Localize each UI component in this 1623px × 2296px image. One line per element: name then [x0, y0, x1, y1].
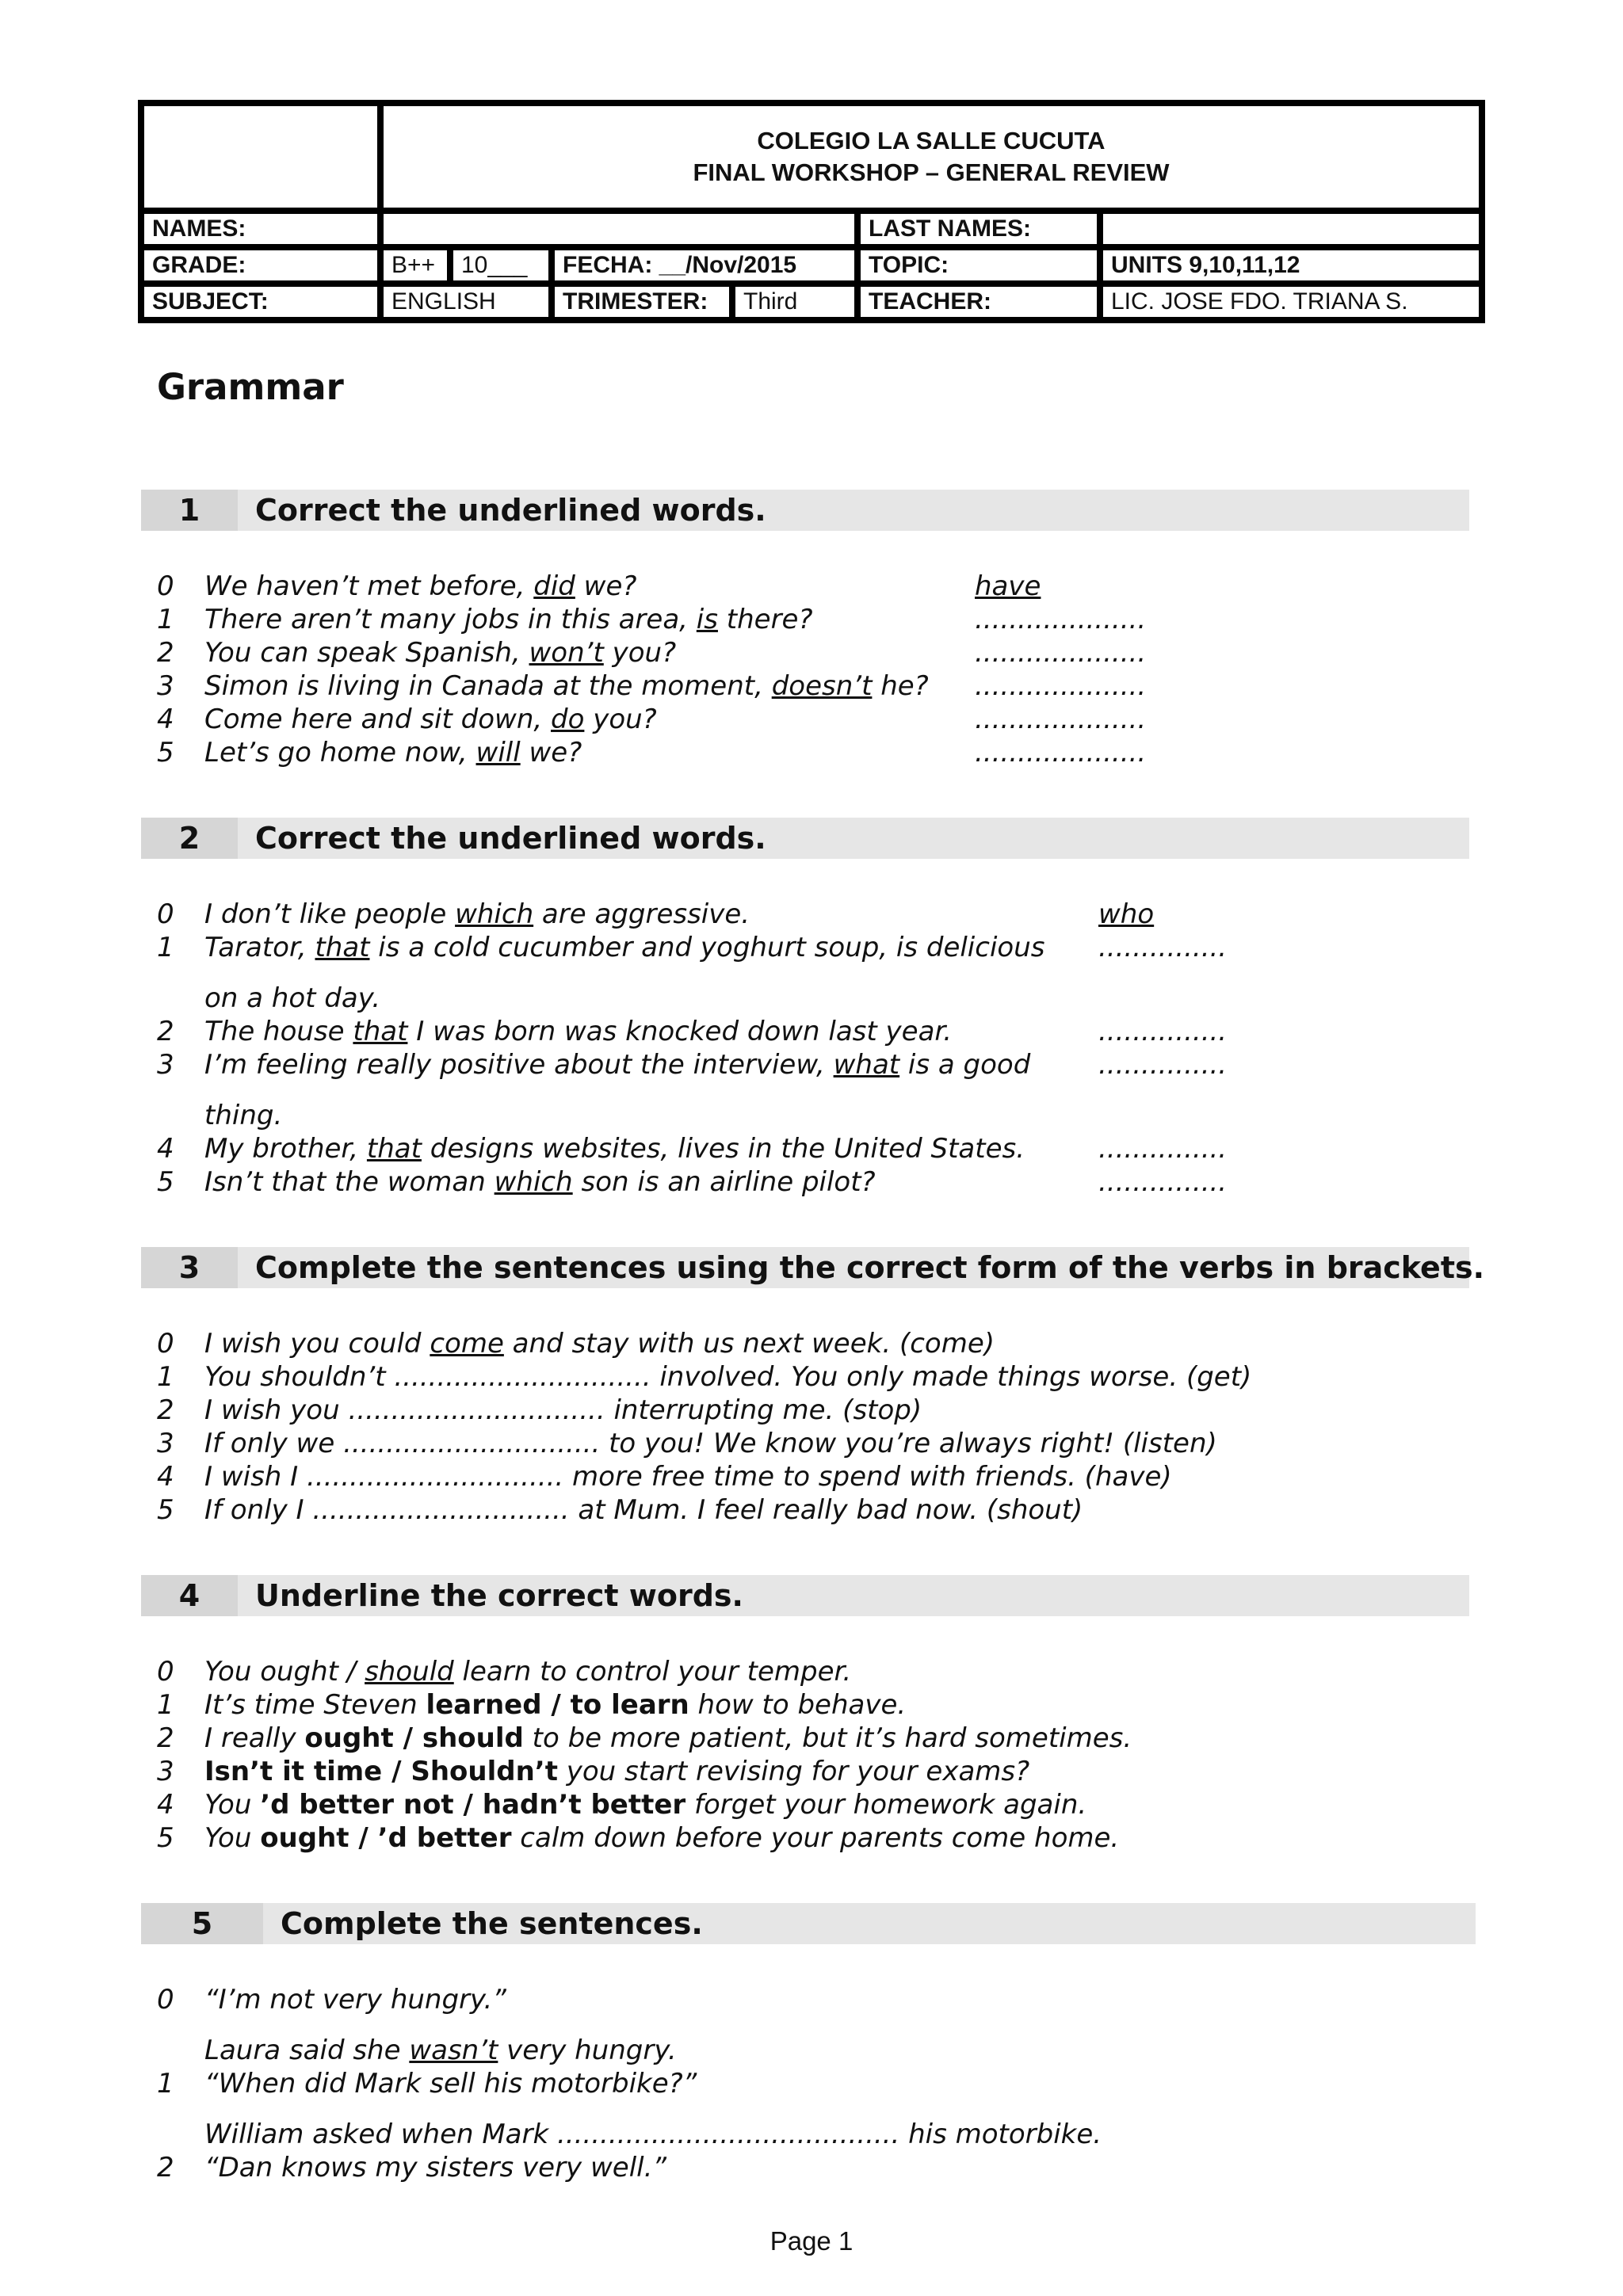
item-number: 0	[157, 1984, 174, 2016]
item-number: 0	[157, 570, 174, 602]
list-item: Tarator, that is a cold cucumber and yoghurt soup, is delicious	[204, 932, 1045, 963]
list-item[interactable]: If only I .............................. at Mum. I feel really bad now. (shout)	[204, 1494, 1083, 1526]
list-item: Let’s go home now, will we?	[204, 737, 582, 769]
list-item: I don’t like people which are aggressive.	[204, 898, 750, 930]
answer: who	[1098, 898, 1155, 930]
list-item: It’s time Steven learned / to learn how to behave.	[204, 1689, 907, 1721]
item-number: 2	[157, 637, 174, 669]
teacher-value: LIC. JOSE FDO. TRIANA S.	[1103, 287, 1479, 317]
page-number: Page 1	[769, 2226, 854, 2256]
list-item: Isn’t that the woman which son is an airline pilot?	[204, 1166, 876, 1198]
list-item[interactable]: If only we .............................. to you! We know you’re always right! (listen)	[204, 1428, 1217, 1459]
item-number: 4	[157, 1461, 174, 1493]
list-item: Isn’t it time / Shouldn’t you start revising for your exams?	[204, 1756, 1030, 1787]
item-number: 5	[157, 737, 174, 769]
answer-blank[interactable]: ....................	[975, 670, 1147, 702]
answer-blank[interactable]: ....................	[975, 637, 1147, 669]
list-item-continuation: on a hot day.	[204, 982, 380, 1014]
last-names-label: LAST NAMES:	[861, 214, 1097, 244]
list-item: My brother, that designs websites, lives in the United States.	[204, 1133, 1025, 1165]
answer-blank[interactable]: ....................	[975, 704, 1147, 735]
list-item: You ought / should learn to control your temper.	[204, 1656, 852, 1688]
word-choice[interactable]: ought / ’d better	[260, 1822, 512, 1854]
item-number: 2	[157, 1016, 174, 1047]
list-item: You ought / ’d better calm down before your parents come home.	[204, 1822, 1120, 1854]
list-item: I’m feeling really positive about the interview, what is a good	[204, 1049, 1031, 1081]
item-number: 2	[157, 1394, 174, 1426]
answer-blank[interactable]: ....................	[975, 737, 1147, 769]
quote: “I’m not very hungry.”	[204, 1984, 506, 2016]
workshop-title: FINAL WORKSHOP – GENERAL REVIEW	[693, 158, 1170, 186]
item-number: 3	[157, 1428, 174, 1459]
item-number: 0	[157, 898, 174, 930]
page-heading: Grammar	[157, 366, 344, 408]
reported-sentence[interactable]: William asked when Mark ........................................ his motorbike.	[204, 2119, 1102, 2150]
word-choice[interactable]: learned / to learn	[426, 1689, 689, 1721]
item-number: 3	[157, 1049, 174, 1081]
school-name: COLEGIO LA SALLE CUCUTA	[757, 126, 1106, 154]
section-1-number: 1	[141, 490, 238, 531]
grade-label: GRADE:	[144, 250, 377, 280]
section-3-number: 3	[141, 1247, 238, 1288]
item-number: 4	[157, 1789, 174, 1821]
section-1-title: Correct the underlined words.	[255, 493, 766, 528]
header-title-cell	[384, 106, 1479, 208]
item-number: 3	[157, 1756, 174, 1787]
answer-blank[interactable]: ...............	[1098, 1049, 1228, 1081]
answer-blank[interactable]: ....................	[975, 604, 1147, 635]
header-table	[138, 100, 1485, 323]
header-blank-cell	[144, 106, 377, 208]
item-number: 1	[157, 1689, 174, 1721]
item-number: 5	[157, 1166, 174, 1198]
reported-sentence: Laura said she wasn’t very hungry.	[204, 2035, 677, 2066]
list-item-continuation: thing.	[204, 1100, 283, 1131]
item-number: 1	[157, 604, 174, 635]
section-4-title: Underline the correct words.	[255, 1578, 743, 1613]
word-choice[interactable]: ’d better not / hadn’t better	[260, 1789, 686, 1821]
grade-group: 10___	[453, 250, 548, 280]
fecha-field: FECHA: __/Nov/2015	[555, 250, 854, 280]
section-5-title: Complete the sentences.	[281, 1906, 703, 1941]
item-number: 2	[157, 1722, 174, 1754]
topic-label: TOPIC:	[861, 250, 1097, 280]
grade-level: B++	[384, 250, 447, 280]
section-5-number: 5	[141, 1903, 263, 1944]
item-number: 0	[157, 1656, 174, 1688]
section-3-title: Complete the sentences using the correct form of the verbs in brackets.	[255, 1250, 1485, 1285]
topic-value: UNITS 9,10,11,12	[1103, 250, 1479, 280]
list-item[interactable]: I wish I .............................. more free time to spend with friends. (have)	[204, 1461, 1172, 1493]
item-number: 1	[157, 1361, 174, 1393]
list-item: Come here and sit down, do you?	[204, 704, 657, 735]
subject-label: SUBJECT:	[144, 287, 377, 317]
answer-blank[interactable]: ...............	[1098, 1133, 1228, 1165]
item-number: 4	[157, 1133, 174, 1165]
item-number: 1	[157, 2068, 174, 2100]
quote: “When did Mark sell his motorbike?”	[204, 2068, 697, 2100]
teacher-label: TEACHER:	[861, 287, 1097, 317]
item-number: 0	[157, 1328, 174, 1360]
list-item[interactable]: You shouldn’t .............................. involved. You only made things worse. (get)	[204, 1361, 1252, 1393]
answer: have	[975, 570, 1041, 602]
section-4-number: 4	[141, 1575, 238, 1616]
section-2-number: 2	[141, 818, 238, 859]
item-number: 2	[157, 2152, 174, 2183]
section-2-title: Correct the underlined words.	[255, 821, 766, 856]
answer-blank[interactable]: ...............	[1098, 1016, 1228, 1047]
list-item: I really ought / should to be more patient, but it’s hard sometimes.	[204, 1722, 1132, 1754]
list-item: The house that I was born was knocked down last year.	[204, 1016, 953, 1047]
item-number: 3	[157, 670, 174, 702]
word-choice[interactable]: ought / should	[304, 1722, 524, 1754]
names-field[interactable]	[384, 214, 854, 244]
list-item: Simon is living in Canada at the moment, doesn’t he?	[204, 670, 929, 702]
answer-blank[interactable]: ...............	[1098, 932, 1228, 963]
list-item: We haven’t met before, did we?	[204, 570, 637, 602]
list-item: You ’d better not / hadn’t better forget your homework again.	[204, 1789, 1087, 1821]
item-number: 5	[157, 1822, 174, 1854]
list-item[interactable]: I wish you .............................. interrupting me. (stop)	[204, 1394, 922, 1426]
trimester-value: Third	[735, 287, 854, 317]
list-item: There aren’t many jobs in this area, is there?	[204, 604, 813, 635]
last-names-field[interactable]	[1103, 214, 1479, 244]
list-item: You can speak Spanish, won’t you?	[204, 637, 677, 669]
quote: “Dan knows my sisters very well.”	[204, 2152, 667, 2183]
word-choice[interactable]: Isn’t it time / Shouldn’t	[204, 1756, 558, 1787]
answer-blank[interactable]: ...............	[1098, 1166, 1228, 1198]
item-number: 4	[157, 704, 174, 735]
list-item: I wish you could come and stay with us next week. (come)	[204, 1328, 995, 1360]
item-number: 1	[157, 932, 174, 963]
names-label: NAMES:	[144, 214, 377, 244]
trimester-label: TRIMESTER:	[555, 287, 729, 317]
subject-value: ENGLISH	[384, 287, 548, 317]
item-number: 5	[157, 1494, 174, 1526]
